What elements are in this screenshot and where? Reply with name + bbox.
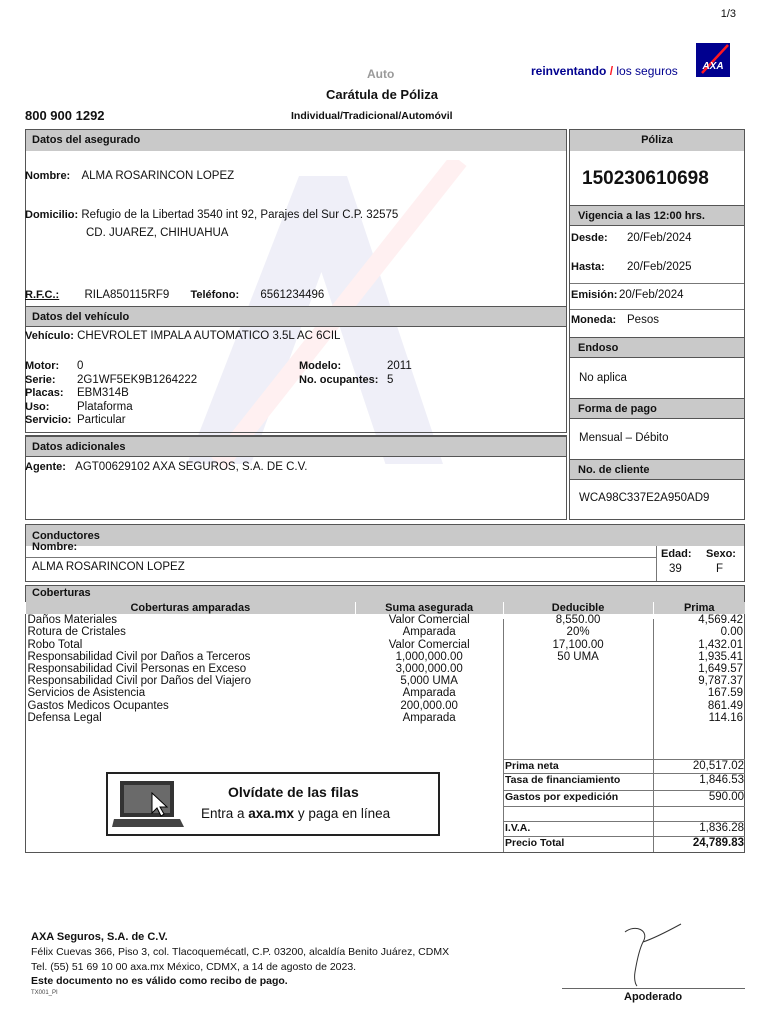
address-line-1: Refugio de la Libertad 3540 int 92, Parajes del Sur C.P. 32575 xyxy=(81,209,399,221)
client-value: WCA98C337E2A950AD9 xyxy=(579,492,710,504)
coverage-deductible: 50 UMA xyxy=(557,650,599,663)
banner-title: Olvídate de las filas xyxy=(228,784,359,800)
footer-disclaimer: Este documento no es válido como recibo de pago. xyxy=(31,975,288,987)
coverage-deductible xyxy=(503,675,653,687)
coverage-premium: 1,935.41 xyxy=(698,650,743,663)
coverage-premium: 114.16 xyxy=(708,711,743,724)
coverage-deductible xyxy=(503,700,653,712)
phone-label: Teléfono: xyxy=(190,289,240,301)
signature xyxy=(615,920,685,990)
coverage-deductible xyxy=(503,663,653,675)
tagline-bold: reinventando xyxy=(531,64,607,78)
divider xyxy=(570,283,744,284)
agent-row xyxy=(25,461,307,473)
name-label: Nombre: xyxy=(25,170,71,182)
coverage-deductible: 8,550.00 xyxy=(555,614,601,627)
coverage-sum: 5,000 UMA xyxy=(400,675,458,688)
coverage-column-header: Suma asegurada xyxy=(355,602,503,614)
footer-code: TX001_PI xyxy=(31,990,58,996)
coverage-deductible: 17,100.00 xyxy=(552,638,604,651)
address-row xyxy=(25,209,398,221)
issue-row xyxy=(571,289,684,301)
driver-name: ALMA ROSARINCON LOPEZ xyxy=(32,561,185,573)
total-value: 590.00 xyxy=(708,791,744,803)
coverage-sum: Amparada xyxy=(402,711,456,724)
occupants-label: No. ocupantes: xyxy=(299,373,379,386)
total-value: 1,846.53 xyxy=(699,774,744,786)
document-subtitle: Individual/Tradicional/Automóvil xyxy=(291,110,453,122)
motor-value: 0 xyxy=(77,360,84,372)
drivers-title: Conductores xyxy=(32,530,100,542)
coverage-name: Daños Materiales xyxy=(27,614,117,627)
logo-text: AXA xyxy=(702,61,724,72)
divider xyxy=(570,309,744,310)
to-value: 20/Feb/2025 xyxy=(627,261,692,273)
coverage-table xyxy=(25,602,745,724)
coverage-premium: 4,569.42 xyxy=(698,614,743,627)
rfc-label: R.F.C.: xyxy=(25,289,60,301)
coverage-row xyxy=(26,663,746,675)
tagline-rest: los seguros xyxy=(616,64,678,78)
footer-contact: Tel. (55) 51 69 10 00 axa.mx México, CDMX, a 14 de agosto de 2023. xyxy=(31,961,357,973)
payment-header xyxy=(570,398,744,419)
total-label: Precio Total xyxy=(505,837,565,849)
use-label: Uso: xyxy=(25,400,50,413)
total-label: Tasa de financiamiento xyxy=(505,774,621,786)
age-label: Edad: xyxy=(661,548,692,560)
vehicle-details-left xyxy=(25,360,197,428)
policy-number: 150230610698 xyxy=(582,168,709,189)
service-value: Particular xyxy=(77,414,126,426)
issue-value: 20/Feb/2024 xyxy=(619,289,684,301)
total-value: 1,836.28 xyxy=(699,822,744,834)
policy-section-title: Póliza xyxy=(641,134,673,146)
currency-row xyxy=(571,314,659,326)
coverage-row xyxy=(26,651,746,663)
use-value: Plataforma xyxy=(77,400,133,413)
coverage-column-header: Prima xyxy=(653,602,745,614)
currency-label: Moneda: xyxy=(571,314,617,326)
coverage-row xyxy=(26,626,746,638)
coverage-premium: 1,649.57 xyxy=(698,663,743,676)
insured-header xyxy=(26,130,566,151)
banner-line-pre: Entra a xyxy=(201,806,249,821)
banner-line xyxy=(201,806,390,821)
coverage-name: Responsabilidad Civil Personas en Exceso xyxy=(27,663,247,676)
from-label: Desde: xyxy=(571,232,608,244)
validity-label: Vigencia a las 12:00 hrs. xyxy=(578,210,705,222)
validity-header xyxy=(570,205,744,226)
footer-address: Félix Cuevas 366, Piso 3, col. Tlacoquemécatl, C.P. 03200, alcaldía Benito Juárez, CDMX xyxy=(31,946,450,958)
document-title: Carátula de Póliza xyxy=(326,87,438,102)
driver-sex: F xyxy=(716,563,724,575)
client-header xyxy=(570,459,744,480)
coverage-sum: Valor Comercial xyxy=(388,614,470,627)
pay-online-banner[interactable] xyxy=(106,772,440,836)
policy-header xyxy=(570,130,744,151)
coverage-row xyxy=(26,700,746,712)
endorsement-header xyxy=(570,337,744,358)
coverage-deductible xyxy=(503,687,653,699)
coverage-column-header: Coberturas amparadas xyxy=(26,602,356,614)
currency-value: Pesos xyxy=(627,314,659,326)
motor-label: Motor: xyxy=(25,360,60,372)
coverage-premium: 9,787.37 xyxy=(698,675,743,688)
model-value: 2011 xyxy=(387,360,412,372)
divider xyxy=(503,806,745,807)
banner-line-post: y paga en línea xyxy=(294,806,391,821)
rfc-value: RILA850115RF9 xyxy=(84,289,170,301)
rfc-row xyxy=(25,289,324,301)
coverage-premium: 167.59 xyxy=(707,687,743,700)
coverage-premium: 861.49 xyxy=(707,699,743,712)
from-row xyxy=(571,232,692,244)
coverage-name: Defensa Legal xyxy=(27,711,102,724)
divider xyxy=(503,619,504,852)
vehicle-label: Vehículo: xyxy=(25,330,74,342)
payment-label: Forma de pago xyxy=(578,403,657,415)
issue-label: Emisión: xyxy=(571,289,618,301)
total-label: I.V.A. xyxy=(505,822,531,834)
footer-company: AXA Seguros, S.A. de C.V. xyxy=(31,931,168,943)
coverage-column-header: Deducible xyxy=(503,602,653,614)
coverage-name: Servicios de Asistencia xyxy=(27,687,146,700)
insured-name-row xyxy=(25,170,234,182)
endorsement-value: No aplica xyxy=(579,372,627,384)
agent-value: AGT00629102 AXA SEGUROS, S.A. DE C.V. xyxy=(75,461,308,473)
total-value: 20,517.02 xyxy=(692,760,744,772)
phone-value: 6561234496 xyxy=(260,289,325,301)
total-value: 24,789.83 xyxy=(692,837,744,849)
coverage-sum: 3,000,000.00 xyxy=(395,663,463,676)
coverage-name: Gastos Medicos Ocupantes xyxy=(27,699,169,712)
insured-name: ALMA ROSARINCON LOPEZ xyxy=(81,170,235,182)
vehicle-row xyxy=(25,330,340,342)
phone-number: 800 900 1292 xyxy=(25,108,105,123)
coverage-name: Responsabilidad Civil por Daños a Terceros xyxy=(27,650,251,663)
occupants-value: 5 xyxy=(387,373,394,386)
drivers-header xyxy=(26,525,744,546)
axa-logo-icon xyxy=(696,43,730,77)
coverage-row xyxy=(26,687,746,699)
divider xyxy=(656,546,657,581)
payment-value: Mensual – Débito xyxy=(579,432,669,444)
total-label: Prima neta xyxy=(505,760,559,772)
vehicle-header xyxy=(26,306,566,327)
driver-name-label: Nombre: xyxy=(32,541,78,553)
coverage-name: Robo Total xyxy=(27,638,83,651)
coverage-sum: Amparada xyxy=(402,626,456,639)
coverage-sum: 200,000.00 xyxy=(400,699,458,712)
tagline: reinventando / los seguros xyxy=(531,64,678,78)
coverage-row xyxy=(26,639,746,651)
document-category: Auto xyxy=(367,67,395,81)
plates-value: EBM314B xyxy=(77,387,129,399)
coverage-sum: Valor Comercial xyxy=(388,638,470,651)
sex-label: Sexo: xyxy=(706,548,736,560)
agent-label: Agente: xyxy=(25,461,66,473)
coverage-header xyxy=(26,586,744,602)
total-label: Gastos por expedición xyxy=(505,791,619,803)
coverage-deductible: 20% xyxy=(566,626,590,639)
address-label: Domicilio: xyxy=(25,209,79,221)
vehicle-details-right xyxy=(299,360,412,387)
laptop-cursor-icon xyxy=(112,779,184,831)
coverage-title: Coberturas xyxy=(32,587,91,599)
to-label: Hasta: xyxy=(571,261,605,273)
coverage-name: Responsabilidad Civil por Daños del Viajero xyxy=(27,675,252,688)
coverage-row xyxy=(26,712,746,724)
signatory-label: Apoderado xyxy=(624,991,683,1003)
divider xyxy=(653,619,654,852)
banner-link[interactable]: axa.mx xyxy=(248,806,295,821)
insured-section-title: Datos del asegurado xyxy=(32,134,141,146)
address-line-2: CD. JUAREZ, CHIHUAHUA xyxy=(86,227,229,239)
driver-age: 39 xyxy=(669,563,682,575)
page-number: 1/3 xyxy=(720,8,736,20)
axa-logo xyxy=(696,43,730,77)
from-value: 20/Feb/2024 xyxy=(627,232,692,244)
additional-section-title: Datos adicionales xyxy=(32,441,126,453)
coverage-sum: Amparada xyxy=(402,687,456,700)
vehicle-value: CHEVROLET IMPALA AUTOMATICO 3.5L AC 6CIL xyxy=(77,330,341,342)
serie-label: Serie: xyxy=(25,373,56,386)
signature-line xyxy=(562,988,745,989)
serie-value: 2G1WF5EK9B1264222 xyxy=(77,373,198,386)
vehicle-section-title: Datos del vehículo xyxy=(32,311,130,323)
client-label: No. de cliente xyxy=(578,464,650,476)
service-label: Servicio: xyxy=(25,414,72,426)
coverage-premium: 0.00 xyxy=(720,626,743,639)
model-label: Modelo: xyxy=(299,360,342,372)
coverage-row xyxy=(26,614,746,626)
coverage-deductible xyxy=(503,712,653,724)
plates-label: Placas: xyxy=(25,387,64,399)
coverage-premium: 1,432.01 xyxy=(698,638,743,651)
coverage-name: Rotura de Cristales xyxy=(27,626,126,639)
coverage-row xyxy=(26,675,746,687)
additional-section xyxy=(25,435,567,520)
endorsement-label: Endoso xyxy=(578,342,619,354)
to-row xyxy=(571,261,692,273)
coverage-sum: 1,000,000.00 xyxy=(395,650,463,663)
divider xyxy=(26,557,656,558)
